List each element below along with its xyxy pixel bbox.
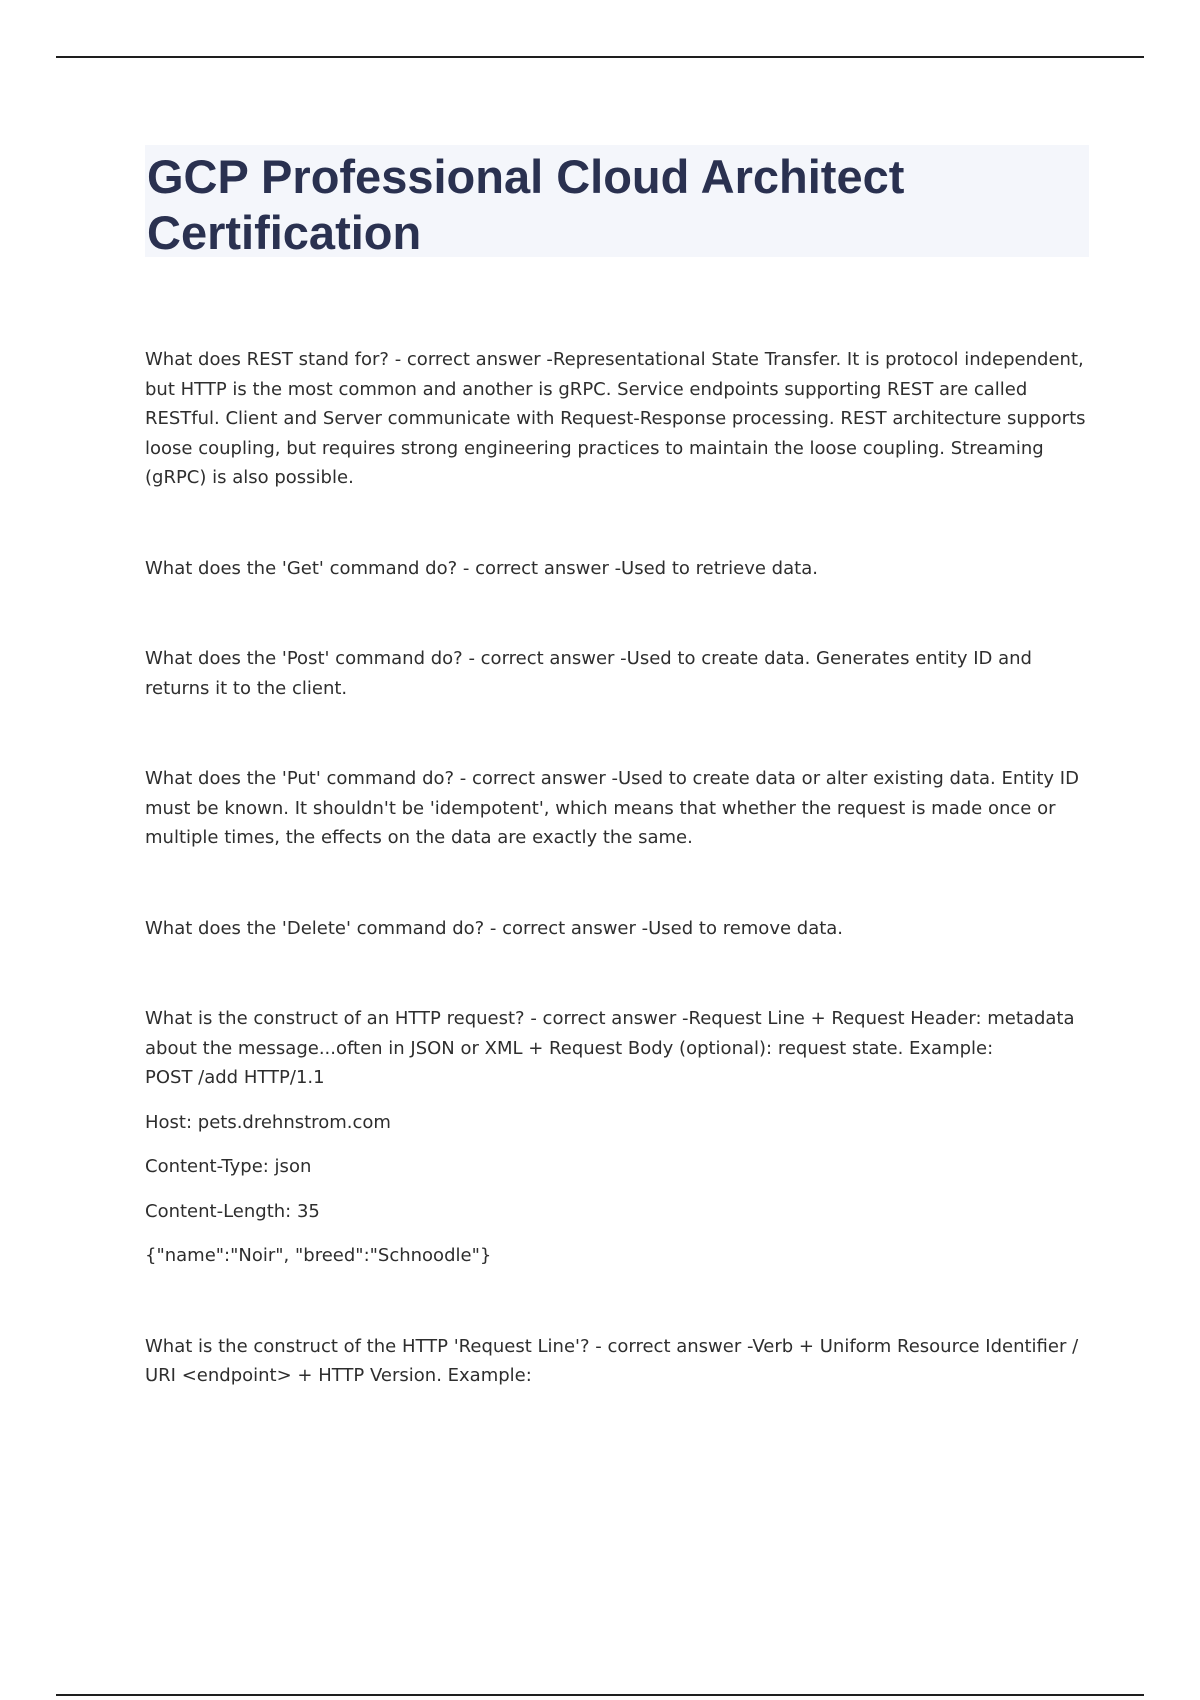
- example-line: {"name":"Noir", "breed":"Schnoodle"}: [145, 1245, 492, 1266]
- qa-item: [145, 1004, 1090, 1271]
- example-line: Content-Length: 35: [145, 1200, 320, 1222]
- qa-text: What does the 'Delete' command do? - correct answer -Used to remove data.: [145, 917, 844, 939]
- example-line: Content-Type: json: [145, 1156, 312, 1177]
- bottom-rule: [56, 1694, 1144, 1696]
- example-line: POST /add HTTP/1.1: [145, 1067, 325, 1088]
- title-banner: [145, 145, 1089, 257]
- qa-text: What does the 'Put' command do? - correct answer -Used to create data or alter existing data. Entity ID must be known. It shouldn't be 'idempotent', which means that whether the request is made once or multiple times, the effects on the data are exactly the same.: [145, 768, 1079, 848]
- qa-item: [145, 764, 1090, 853]
- qa-item: [145, 554, 1090, 584]
- qa-text: What does REST stand for? - correct answer -Representational State Transfer. It is protocol independent, but HTTP is the most common and another is gRPC. Service endpoints supporting REST are called RESTful. Client and Server communicate with Request-Response processing. REST architecture supports loose coupling, but requires strong engineering practices to maintain the loose coupling. Streaming (gRPC) is also possible.: [145, 349, 1086, 488]
- example-line: Host: pets.drehnstrom.com: [145, 1111, 391, 1133]
- qa-text: What does the 'Get' command do? - correct answer -Used to retrieve data.: [145, 557, 818, 579]
- qa-item: [145, 345, 1090, 493]
- document-title: GCP Professional Cloud Architect Certification: [147, 150, 905, 259]
- qa-item: [145, 1332, 1090, 1391]
- qa-text: What does the 'Post' command do? - correct answer -Used to create data. Generates entity ID and returns it to the client.: [145, 648, 1032, 699]
- qa-item: [145, 914, 1090, 944]
- top-rule: [56, 56, 1144, 58]
- qa-item: [145, 644, 1090, 703]
- qa-list: [145, 345, 1090, 1452]
- qa-text: What is the construct of an HTTP request? - correct answer -Request Line + Request Header: metadata about the message...often in JSON or XML + Request Body (optional): request state. Example:: [145, 1008, 1075, 1059]
- qa-text: What is the construct of the HTTP 'Request Line'? - correct answer -Verb + Uniform Resource Identifier / URI <endpoint> + HTTP Version. Example:: [145, 1335, 1079, 1386]
